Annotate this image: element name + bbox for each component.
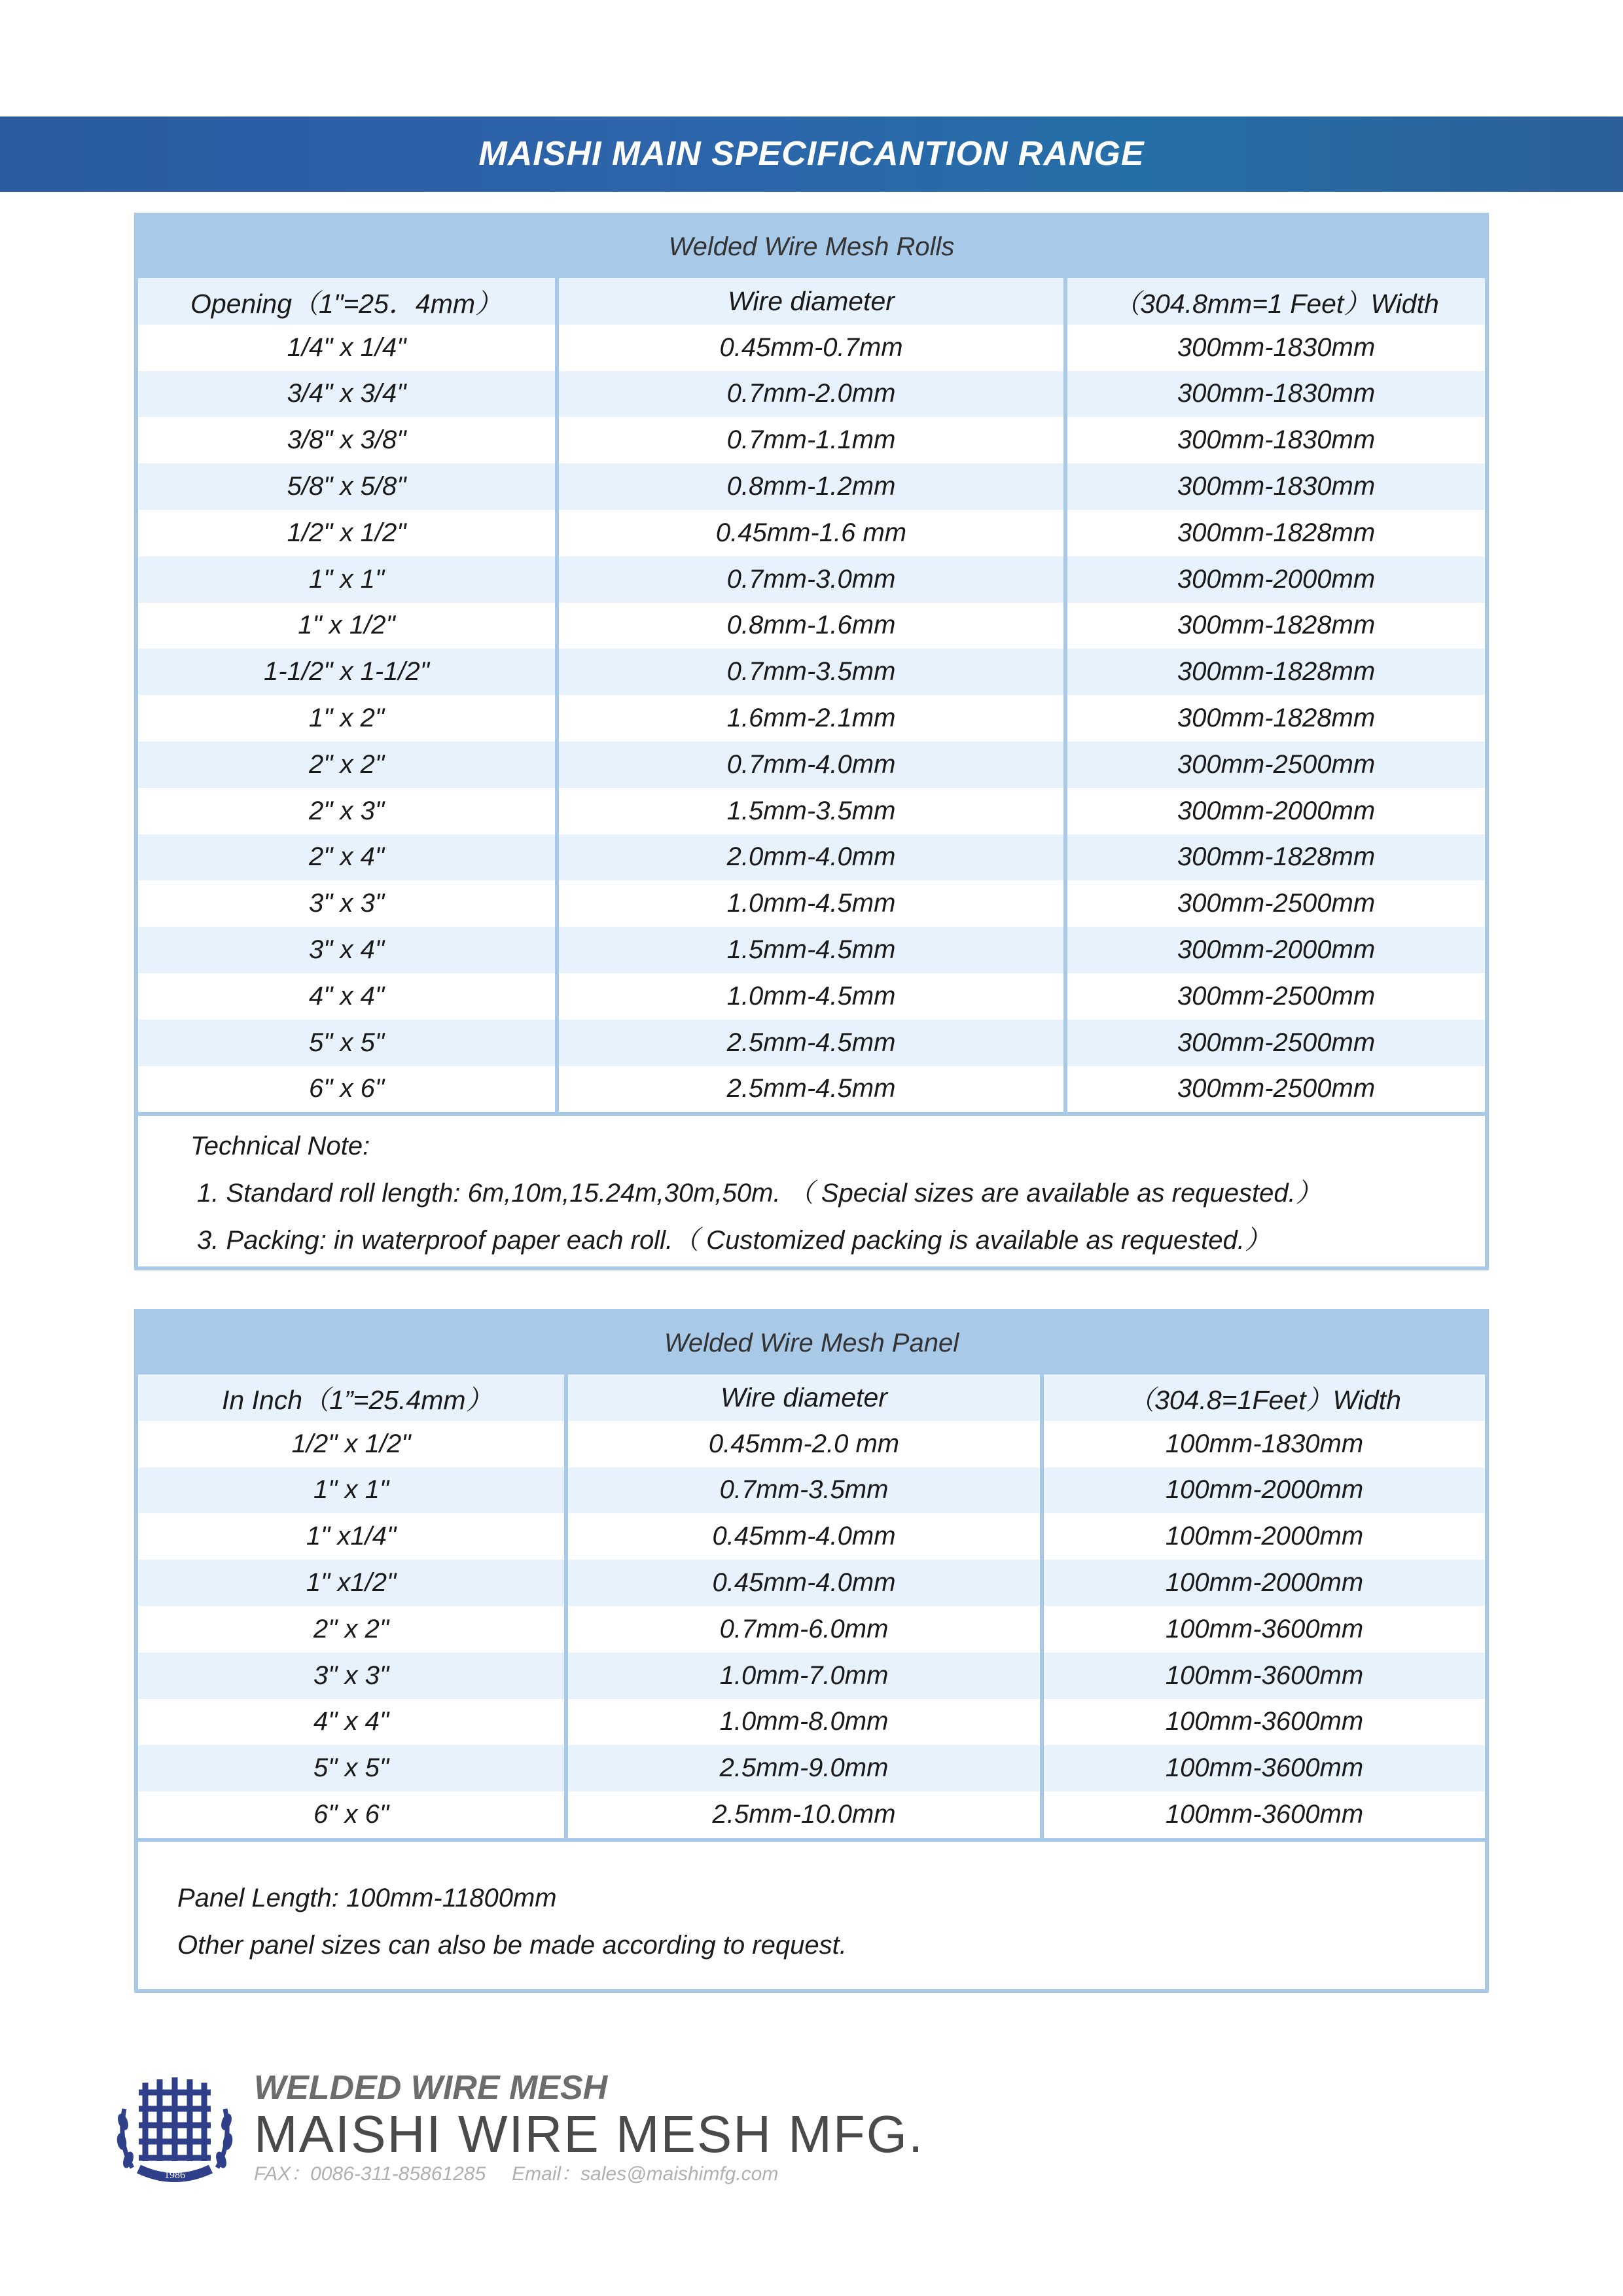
wire-diameter-cell: 2.5mm-4.5mm bbox=[557, 1066, 1065, 1113]
wire-diameter-cell: 2.5mm-4.5mm bbox=[557, 1020, 1065, 1066]
opening-cell: 4" x 4" bbox=[138, 1699, 566, 1746]
width-cell: 300mm-1830mm bbox=[1177, 332, 1376, 362]
note-line: Other panel sizes can also be made according to request. bbox=[177, 1930, 847, 1960]
table-row bbox=[138, 556, 1485, 603]
table-row bbox=[138, 973, 1485, 1020]
note-heading: Technical Note: bbox=[190, 1132, 370, 1161]
column-header-opening: Opening（1"=25．4mm） bbox=[138, 276, 557, 325]
opening-cell: 1" x 1/2" bbox=[138, 603, 557, 649]
opening-cell: 5" x 5" bbox=[138, 1020, 557, 1066]
column-header-inch: In Inch（1”=25.4mm） bbox=[138, 1372, 566, 1421]
rolls-spec-table bbox=[138, 274, 1485, 1112]
wire-diameter-cell: 0.7mm-2.0mm bbox=[557, 371, 1065, 418]
table-row bbox=[138, 1020, 1485, 1066]
table-row bbox=[138, 834, 1485, 881]
width-cell: 300mm-1828mm bbox=[1177, 704, 1376, 733]
table-row bbox=[138, 788, 1485, 834]
wire-diameter-cell: 1.5mm-3.5mm bbox=[557, 788, 1065, 834]
opening-cell: 2" x 3" bbox=[138, 788, 557, 834]
table-row bbox=[138, 1066, 1485, 1113]
table-row bbox=[138, 417, 1485, 463]
panel-notes bbox=[138, 1838, 1485, 1995]
company-name: MAISHI WIRE MESH MFG. bbox=[254, 2105, 925, 2163]
width-cell: 300mm-1830mm bbox=[1065, 371, 1485, 418]
opening-cell: 2" x 2" bbox=[138, 1606, 566, 1653]
opening-cell: 1" x1/4" bbox=[138, 1513, 566, 1560]
width-cell: 300mm-2500mm bbox=[1177, 889, 1376, 918]
wire-diameter-cell: 2.0mm-4.0mm bbox=[557, 834, 1065, 881]
panel-spec-table bbox=[138, 1371, 1485, 1838]
title-banner bbox=[0, 117, 1623, 192]
wire-diameter-cell: 0.7mm-6.0mm bbox=[566, 1606, 1042, 1653]
table-row bbox=[138, 649, 1485, 695]
wire-diameter-cell: 0.45mm-4.0mm bbox=[566, 1560, 1042, 1606]
width-cell: 100mm-3600mm bbox=[1165, 1707, 1364, 1736]
opening-cell: 1" x 1" bbox=[138, 556, 557, 603]
wire-diameter-cell: 0.7mm-1.1mm bbox=[557, 417, 1065, 463]
panel-spec-box bbox=[134, 1309, 1489, 1993]
rolls-spec-box bbox=[134, 213, 1489, 1270]
table-header-row bbox=[138, 276, 1485, 325]
table-row bbox=[138, 510, 1485, 556]
wire-diameter-cell: 1.0mm-8.0mm bbox=[566, 1699, 1042, 1746]
opening-cell: 3/4" x 3/4" bbox=[138, 371, 557, 418]
opening-cell: 1/4" x 1/4" bbox=[138, 325, 557, 371]
wire-diameter-cell: 0.7mm-3.0mm bbox=[557, 556, 1065, 603]
wire-diameter-cell: 0.7mm-3.5mm bbox=[557, 649, 1065, 695]
column-header-wire-diameter: Wire diameter bbox=[566, 1372, 1042, 1421]
note-line: 1. Standard roll length: 6m,10m,15.24m,30m,50m. （ Special sizes are available as requested.） bbox=[197, 1179, 1322, 1208]
panel-table-title: Welded Wire Mesh Panel bbox=[138, 1313, 1485, 1371]
wire-diameter-cell: 0.45mm-1.6 mm bbox=[557, 510, 1065, 556]
logo-subtitle: WELDED WIRE MESH bbox=[254, 2069, 608, 2107]
opening-cell: 1" x1/2" bbox=[138, 1560, 566, 1606]
opening-cell: 1" x 2" bbox=[138, 695, 557, 742]
width-cell: 300mm-1830mm bbox=[1065, 463, 1485, 510]
wire-diameter-cell: 0.45mm-2.0 mm bbox=[566, 1421, 1042, 1467]
width-cell: 100mm-3600mm bbox=[1042, 1745, 1485, 1791]
width-cell: 300mm-1828mm bbox=[1177, 518, 1376, 547]
width-cell: 100mm-3600mm bbox=[1042, 1653, 1485, 1699]
width-cell: 300mm-2500mm bbox=[1065, 1020, 1485, 1066]
width-cell: 300mm-2500mm bbox=[1065, 742, 1485, 788]
logo-year: 1986 bbox=[164, 2170, 185, 2181]
opening-cell: 5/8" x 5/8" bbox=[138, 463, 557, 510]
opening-cell: 3" x 3" bbox=[138, 1653, 566, 1699]
opening-cell: 1" x 1" bbox=[138, 1467, 566, 1514]
opening-cell: 4" x 4" bbox=[138, 973, 557, 1020]
opening-cell: 3" x 3" bbox=[138, 880, 557, 927]
width-cell: 300mm-2500mm bbox=[1177, 1074, 1376, 1103]
table-row bbox=[138, 880, 1485, 927]
wire-diameter-cell: 1.0mm-4.5mm bbox=[557, 880, 1065, 927]
contact-info bbox=[254, 2157, 804, 2186]
table-row bbox=[138, 603, 1485, 649]
table-row bbox=[138, 927, 1485, 973]
width-cell: 300mm-1828mm bbox=[1065, 649, 1485, 695]
width-cell: 100mm-1830mm bbox=[1165, 1429, 1364, 1458]
email-address: Email：sales@maishimfg.com bbox=[512, 2163, 779, 2185]
opening-cell: 3" x 4" bbox=[138, 927, 557, 973]
column-header-width: （304.8mm=1 Feet）Width bbox=[1065, 276, 1485, 325]
opening-cell: 5" x 5" bbox=[138, 1745, 566, 1791]
width-cell: 300mm-1830mm bbox=[1177, 425, 1376, 455]
width-cell: 100mm-3600mm bbox=[1165, 1800, 1364, 1829]
note-line: Panel Length: 100mm-11800mm bbox=[177, 1883, 557, 1912]
wire-diameter-cell: 2.5mm-9.0mm bbox=[566, 1745, 1042, 1791]
opening-cell: 1/2" x 1/2" bbox=[138, 1421, 566, 1467]
table-header-row bbox=[138, 1372, 1485, 1421]
width-cell: 100mm-2000mm bbox=[1042, 1560, 1485, 1606]
opening-cell: 6" x 6" bbox=[138, 1791, 566, 1838]
opening-cell: 2" x 2" bbox=[138, 742, 557, 788]
table-row bbox=[138, 1513, 1485, 1560]
table-row bbox=[138, 325, 1485, 371]
wire-diameter-cell: 0.7mm-3.5mm bbox=[566, 1467, 1042, 1514]
wire-diameter-cell: 1.0mm-4.5mm bbox=[557, 973, 1065, 1020]
note-line: 3. Packing: in waterproof paper each roll.（ Customized packing is available as requested.） bbox=[197, 1226, 1271, 1255]
table-row bbox=[138, 742, 1485, 788]
width-cell: 300mm-1828mm bbox=[1177, 611, 1376, 640]
width-cell: 300mm-2500mm bbox=[1177, 981, 1376, 1011]
table-row bbox=[138, 1791, 1485, 1838]
table-row bbox=[138, 695, 1485, 742]
width-cell: 100mm-2000mm bbox=[1042, 1467, 1485, 1514]
table-row bbox=[138, 1653, 1485, 1699]
page-title: MAISHI MAIN SPECIFICANTION RANGE bbox=[478, 135, 1145, 173]
opening-cell: 1/2" x 1/2" bbox=[138, 510, 557, 556]
wire-diameter-cell: 0.8mm-1.6mm bbox=[557, 603, 1065, 649]
table-row bbox=[138, 1745, 1485, 1791]
wire-diameter-cell: 0.7mm-4.0mm bbox=[557, 742, 1065, 788]
wire-diameter-cell: 0.45mm-0.7mm bbox=[557, 325, 1065, 371]
column-header-width: （304.8=1Feet）Width bbox=[1042, 1372, 1485, 1421]
wire-diameter-cell: 1.0mm-7.0mm bbox=[566, 1653, 1042, 1699]
width-cell: 100mm-2000mm bbox=[1165, 1522, 1364, 1551]
wire-diameter-cell: 1.6mm-2.1mm bbox=[557, 695, 1065, 742]
width-cell: 300mm-2000mm bbox=[1065, 556, 1485, 603]
fax-number: FAX：0086-311-85861285 bbox=[254, 2163, 486, 2185]
table-row bbox=[138, 1606, 1485, 1653]
table-row bbox=[138, 1467, 1485, 1514]
width-cell: 100mm-3600mm bbox=[1165, 1614, 1364, 1643]
column-header-wire-diameter: Wire diameter bbox=[557, 276, 1065, 325]
wire-diameter-cell: 2.5mm-10.0mm bbox=[566, 1791, 1042, 1838]
table-row bbox=[138, 1421, 1485, 1467]
opening-cell: 3/8" x 3/8" bbox=[138, 417, 557, 463]
width-cell: 300mm-2000mm bbox=[1065, 927, 1485, 973]
width-cell: 300mm-2000mm bbox=[1177, 796, 1376, 825]
rolls-technical-notes bbox=[138, 1112, 1485, 1264]
table-row bbox=[138, 371, 1485, 418]
opening-cell: 6" x 6" bbox=[138, 1066, 557, 1113]
wire-diameter-cell: 0.8mm-1.2mm bbox=[557, 463, 1065, 510]
opening-cell: 2" x 4" bbox=[138, 834, 557, 881]
opening-cell: 1-1/2" x 1-1/2" bbox=[138, 649, 557, 695]
table-row bbox=[138, 1699, 1485, 1746]
table-row bbox=[138, 463, 1485, 510]
wire-diameter-cell: 1.5mm-4.5mm bbox=[557, 927, 1065, 973]
grid-emblem-icon bbox=[113, 2070, 237, 2194]
rolls-table-title: Welded Wire Mesh Rolls bbox=[138, 217, 1485, 274]
table-row bbox=[138, 1560, 1485, 1606]
width-cell: 300mm-1828mm bbox=[1065, 834, 1485, 881]
wire-diameter-cell: 0.45mm-4.0mm bbox=[566, 1513, 1042, 1560]
